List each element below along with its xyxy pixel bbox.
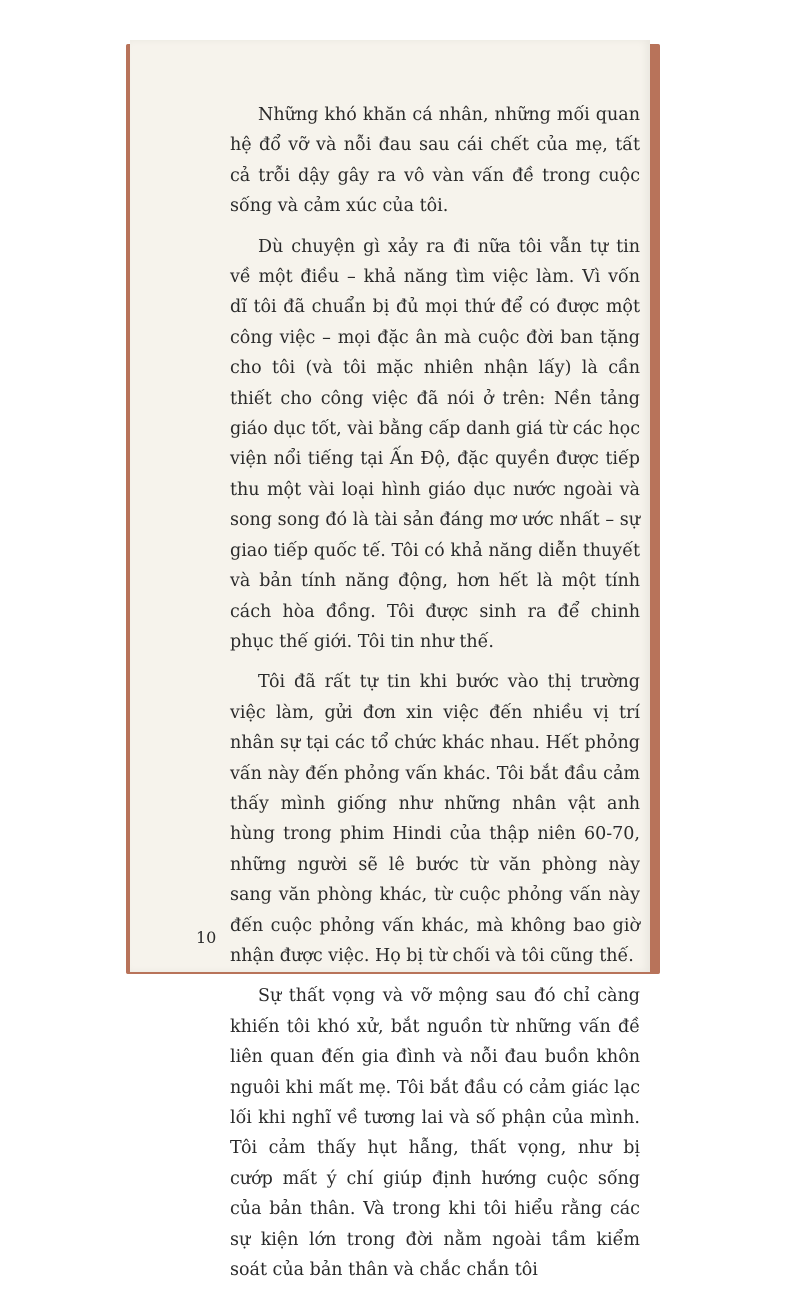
body-text — [230, 100, 640, 1295]
page-number: 10 — [196, 928, 217, 947]
paragraph-4: Sự thất vọng và vỡ mộng sau đó chỉ càng khiến tôi khó xử, bắt nguồn từ những vấn đề liên quan đến gia đình và nỗi đau buồn khôn nguôi khi mất mẹ. Tôi bắt đầu có cảm giác lạc lối khi nghĩ về tương lai và số phận của mình. Tôi cảm thấy hụt hẫng, thất vọng, như bị cướp mất ý chí giúp định hướng cuộc sống của bản thân. Và trong khi tôi hiểu rằng các sự kiện lớn trong đời nằm ngoài tầm kiểm soát của bản thân và chắc chắn tôi — [230, 986, 640, 1281]
book-page — [130, 40, 650, 1281]
paragraph-2: Dù chuyện gì xảy ra đi nữa tôi vẫn tự tin về một điều – khả năng tìm việc làm. Vì vốn dĩ tôi đã chuẩn bị đủ mọi thứ để có được một công việc – mọi đặc ân mà cuộc đời ban tặng cho tôi (và tôi mặc nhiên nhận lấy) là cần thiết cho công việc đã nói ở trên: Nền tảng giáo dục tốt, vài bằng cấp danh giá từ các học viện nổi tiếng tại Ấn Độ, đặc quyền được tiếp thu một vài loại hình giáo dục nước ngoài và song song đó là tài sản đáng mơ ước nhất – sự giao tiếp quốc tế. Tôi có khả năng diễn thuyết và bản tính năng động, hơn hết là một tính cách hòa đồng. Tôi được sinh ra để chinh phục thế giới. Tôi tin như thế. — [230, 236, 640, 652]
paragraph-3: Tôi đã rất tự tin khi bước vào thị trường việc làm, gửi đơn xin việc đến nhiều vị trí nhân sự tại các tổ chức khác nhau. Hết phỏng vấn này đến phỏng vấn khác. Tôi bắt đầu cảm thấy mình giống như những nhân vật anh hùng trong phim Hindi của thập niên 60-70, những người sẽ lê bước từ văn phòng này sang văn phòng khác, từ cuộc phỏng vấn này đến cuộc phỏng vấn khác, mà không bao giờ nhận được việc. Họ bị từ chối và tôi cũng thế. — [230, 672, 640, 966]
paragraph-1: Những khó khăn cá nhân, những mối quan hệ đổ vỡ và nỗi đau sau cái chết của mẹ, tất cả trỗi dậy gây ra vô vàn vấn đề trong cuộc sống và cảm xúc của tôi. — [230, 105, 640, 217]
